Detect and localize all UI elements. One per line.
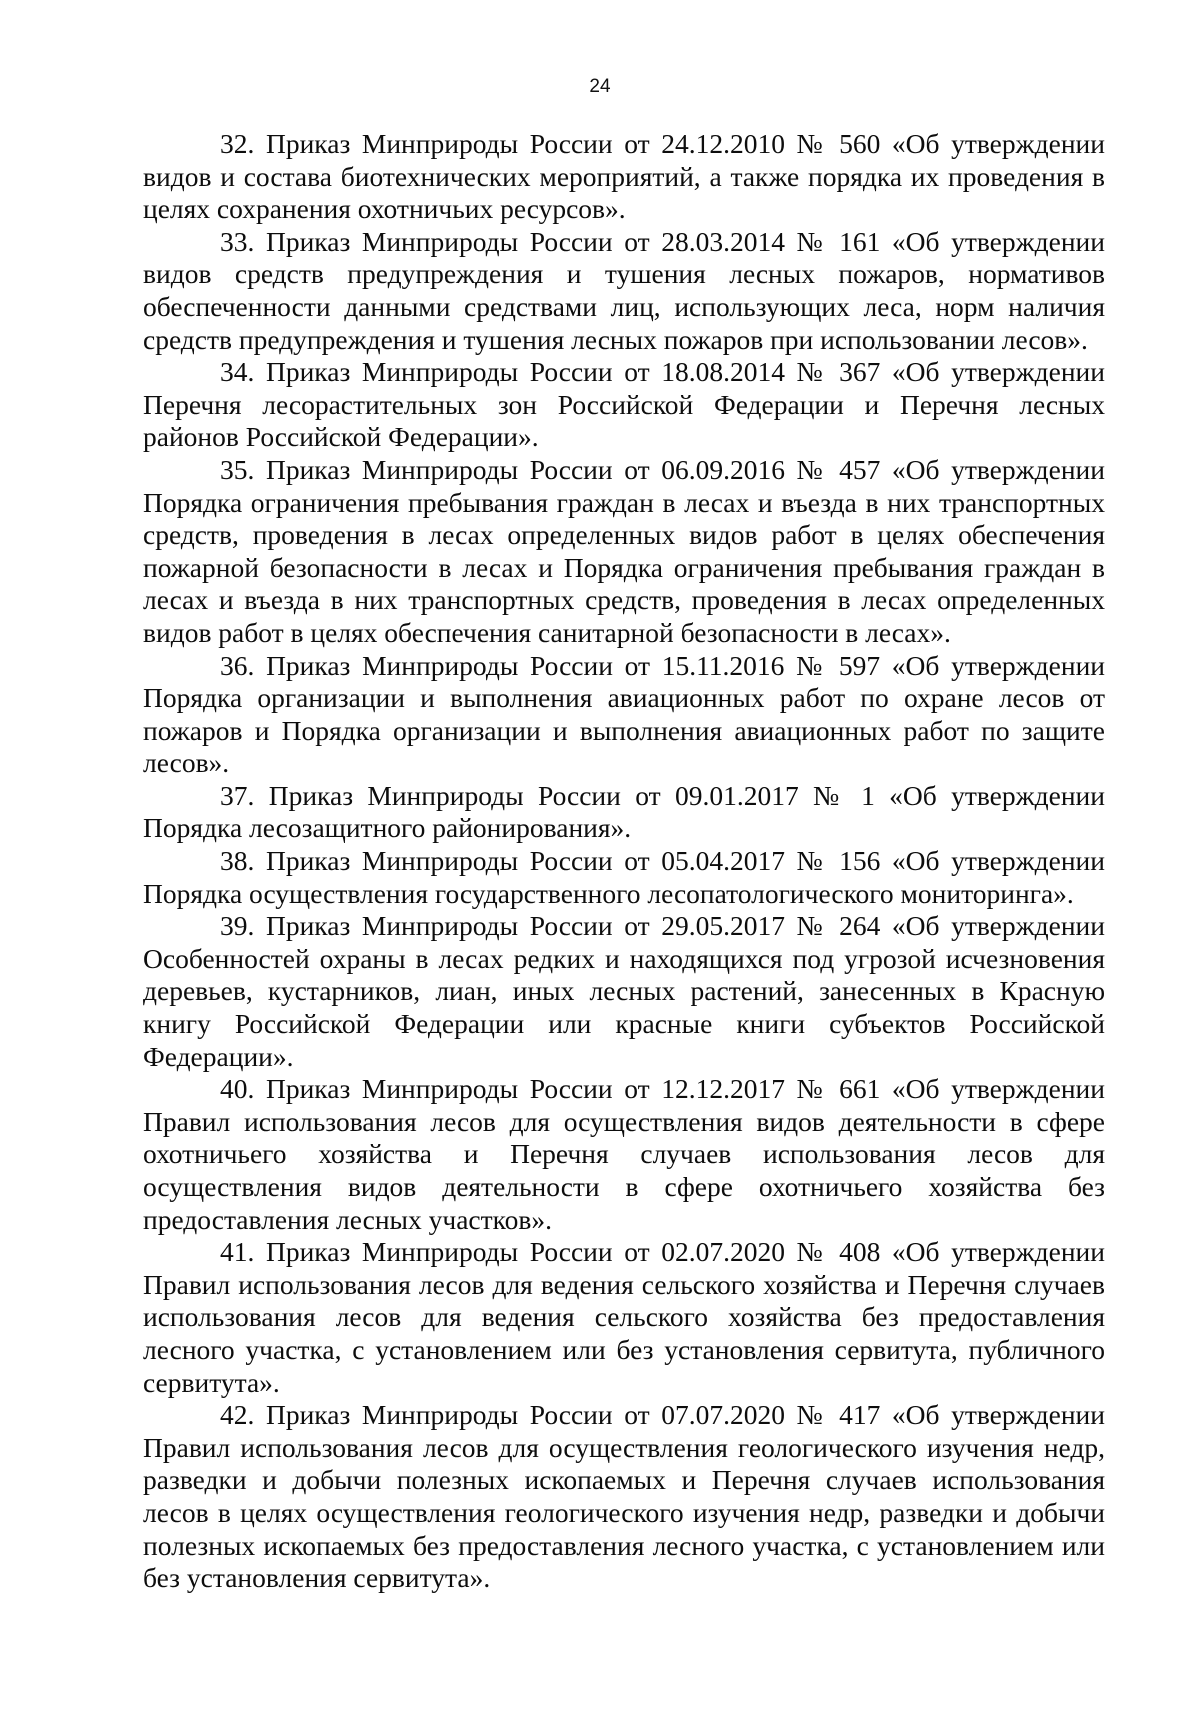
list-item: 33. Приказ Минприроды России от 28.03.2014 № 161 «Об утверждении видов средств предупреждения и тушения лесных пожаров, нормативов обеспеченности данными средствами лиц, использующих леса, норм наличия средств предупреждения и тушения лесных пожаров при использовании лесов». (143, 225, 1105, 355)
list-item: 42. Приказ Минприроды России от 07.07.2020 № 417 «Об утверждении Правил использования лесов для осуществления геологического изучения недр, разведки и добычи полезных ископаемых и Перечня случаев использования лесов в целях осуществления геологического изучения недр, разведки и добычи полезных ископаемых без предоставления лесного участка, с установлением или без установления сервитута». (143, 1399, 1105, 1594)
list-item: 38. Приказ Минприроды России от 05.04.2017 № 156 «Об утверждении Порядка осуществления государственного лесопатологического мониторинга». (143, 845, 1105, 909)
list-item: 39. Приказ Минприроды России от 29.05.2017 № 264 «Об утверждении Особенностей охраны в лесах редких и находящихся под угрозой исчезновения деревьев, кустарников, лиан, иных лесных растений, занесенных в Красную книгу Российской Федерации или красные книги субъектов Российской Федерации». (143, 910, 1105, 1072)
regulation-list (143, 128, 1105, 1595)
list-item: 40. Приказ Минприроды России от 12.12.2017 № 661 «Об утверждении Правил использования лесов для осуществления видов деятельности в сфере охотничьего хозяйства и Перечня случаев использования лесов для осуществления видов деятельности в сфере охотничьего хозяйства без предоставления лесных участков». (143, 1073, 1105, 1235)
list-item: 32. Приказ Минприроды России от 24.12.2010 № 560 «Об утверждении видов и состава биотехнических мероприятий, а также порядка их проведения в целях сохранения охотничьих ресурсов». (143, 128, 1105, 225)
list-item: 41. Приказ Минприроды России от 02.07.2020 № 408 «Об утверждении Правил использования лесов для ведения сельского хозяйства и Перечня случаев использования лесов для ведения сельского хозяйства без предоставления лесного участка, с установлением или без установления сервитута, публичного сервитута». (143, 1236, 1105, 1398)
list-item: 37. Приказ Минприроды России от 09.01.2017 № 1 «Об утверждении Порядка лесозащитного районирования». (143, 779, 1105, 844)
list-item: 36. Приказ Минприроды России от 15.11.2016 № 597 «Об утверждении Порядка организации и выполнения авиационных работ по охране лесов от пожаров и Порядка организации и выполнения авиационных работ по защите лесов». (143, 649, 1105, 779)
list-item: 35. Приказ Минприроды России от 06.09.2016 № 457 «Об утверждении Порядка ограничения пребывания граждан в лесах и въезда в них транспортных средств, проведения в лесах определенных видов работ в целях обеспечения пожарной безопасности в лесах и Порядка ограничения пребывания граждан в лесах и въезда в них транспортных средств, проведения в лесах определенных видов работ в целях обеспечения санитарной безопасности в лесах». (143, 453, 1105, 648)
page-number: 24 (589, 76, 611, 97)
list-item: 34. Приказ Минприроды России от 18.08.2014 № 367 «Об утверждении Перечня лесорастительных зон Российской Федерации и Перечня лесных районов Российской Федерации». (143, 356, 1105, 453)
